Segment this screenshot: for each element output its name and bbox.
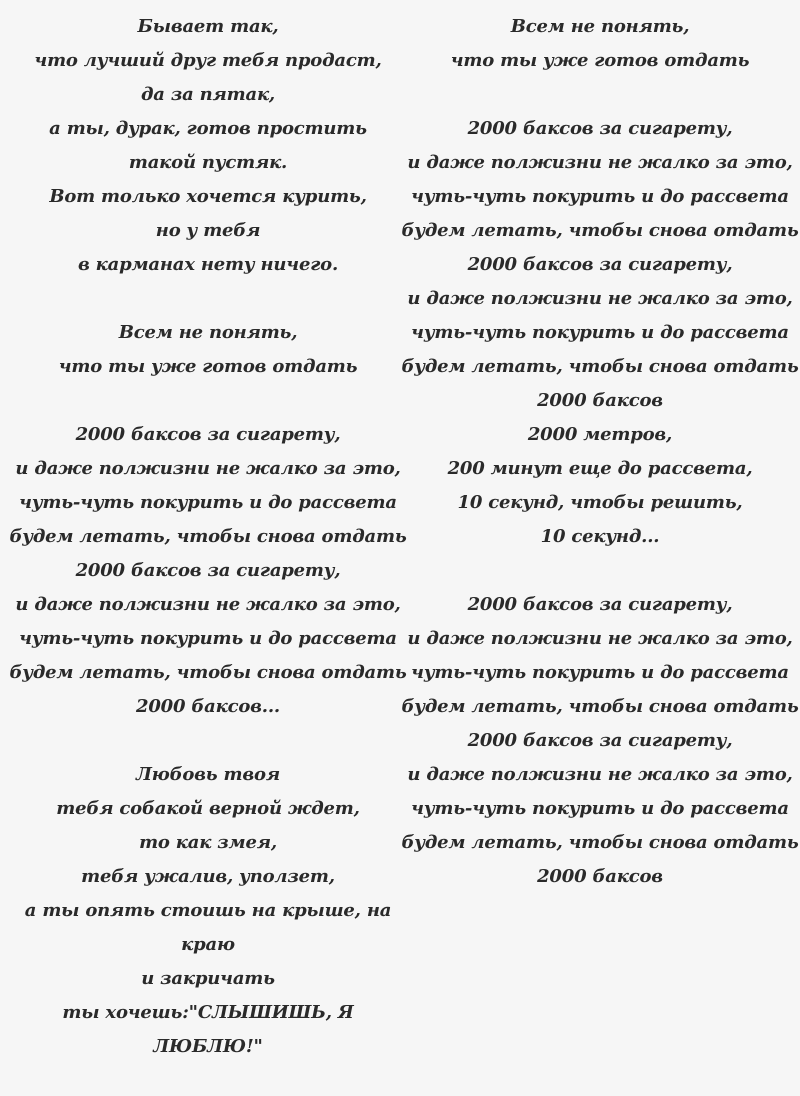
left-lyric-line: Любовь твоя	[136, 764, 280, 785]
right-lyric-line: 2000 баксов	[537, 866, 663, 887]
left-lyric-line: 2000 баксов...	[136, 696, 280, 717]
left-lyric-line: тебя собакой верной ждет,	[56, 798, 360, 819]
left-lyric-line: да за пятак,	[140, 84, 276, 105]
right-lyric-line: будем летать, чтобы снова отдать	[401, 220, 799, 241]
right-lyric-line: 10 секунд...	[540, 526, 660, 547]
right-lyric-line: 200 минут еще до рассвета,	[447, 458, 753, 479]
right-lyric-line: будем летать, чтобы снова отдать	[401, 696, 799, 717]
right-lyric-line: будем летать, чтобы снова отдать	[401, 832, 799, 853]
left-lyric-line: Бывает так,	[137, 16, 279, 37]
right-lyric-line: будем летать, чтобы снова отдать	[401, 356, 799, 377]
left-lyric-line: но у тебя	[155, 220, 261, 241]
left-lyric-line: ты хочешь:"СЛЫШИШЬ, Я	[62, 1002, 354, 1023]
right-lyric-line: чуть-чуть покурить и до рассвета	[411, 662, 789, 683]
right-lyric-line: и даже полжизни не жалко за это,	[407, 764, 793, 785]
left-lyric-line: Вот только хочется курить,	[49, 186, 367, 207]
left-lyric-line: что ты уже готов отдать	[58, 356, 358, 377]
left-lyric-line: краю	[181, 934, 235, 955]
left-lyrics-column	[8, 10, 408, 1064]
right-stanza-break	[400, 78, 800, 112]
left-lyric-line: чуть-чуть покурить и до рассвета	[19, 628, 397, 649]
right-lyric-line: чуть-чуть покурить и до рассвета	[411, 798, 789, 819]
left-lyric-line: чуть-чуть покурить и до рассвета	[19, 492, 397, 513]
left-lyric-line: и закричать	[141, 968, 275, 989]
left-lyric-line: и даже полжизни не жалко за это,	[15, 594, 401, 615]
right-stanza-break	[400, 554, 800, 588]
left-lyric-line: в карманах нету ничего.	[77, 254, 339, 275]
left-lyric-line: будем летать, чтобы снова отдать	[9, 662, 407, 683]
left-lyric-line: ЛЮБЛЮ!"	[153, 1036, 263, 1057]
left-stanza-break	[8, 724, 408, 758]
right-lyric-line: 10 секунд, чтобы решить,	[457, 492, 743, 513]
left-lyric-line: тебя ужалив, уползет,	[81, 866, 335, 887]
left-lyric-line: а ты опять стоишь на крыше, на	[24, 900, 392, 921]
right-lyric-line: 2000 баксов за сигарету,	[467, 118, 733, 139]
right-lyric-line: 2000 баксов за сигарету,	[467, 730, 733, 751]
right-lyric-line: чуть-чуть покурить и до рассвета	[411, 322, 789, 343]
right-lyric-line: 2000 метров,	[527, 424, 673, 445]
left-lyric-line: и даже полжизни не жалко за это,	[15, 458, 401, 479]
right-lyric-line: что ты уже готов отдать	[450, 50, 750, 71]
right-lyric-line: чуть-чуть покурить и до рассвета	[411, 186, 789, 207]
left-stanza-break	[8, 384, 408, 418]
left-lyric-line: что лучший друг тебя продаст,	[34, 50, 382, 71]
right-lyrics-column	[400, 10, 800, 894]
right-lyric-line: 2000 баксов за сигарету,	[467, 594, 733, 615]
right-lyric-line: и даже полжизни не жалко за это,	[407, 152, 793, 173]
left-stanza-break	[8, 282, 408, 316]
right-lyric-line: и даже полжизни не жалко за это,	[407, 288, 793, 309]
left-lyric-line: 2000 баксов за сигарету,	[75, 424, 341, 445]
right-lyric-line: 2000 баксов за сигарету,	[467, 254, 733, 275]
right-lyric-line: 2000 баксов	[537, 390, 663, 411]
right-lyric-line: Всем не понять,	[510, 16, 690, 37]
left-lyric-line: такой пустяк.	[128, 152, 288, 173]
left-lyric-line: а ты, дурак, готов простить	[49, 118, 367, 139]
left-lyric-line: будем летать, чтобы снова отдать	[9, 526, 407, 547]
right-lyric-line: и даже полжизни не жалко за это,	[407, 628, 793, 649]
left-lyric-line: 2000 баксов за сигарету,	[75, 560, 341, 581]
left-lyric-line: то как змея,	[139, 832, 277, 853]
left-lyric-line: Всем не понять,	[118, 322, 298, 343]
